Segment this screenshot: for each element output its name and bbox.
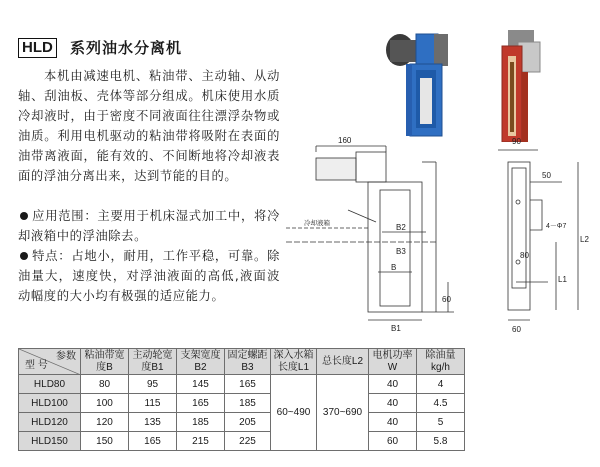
cell-l1-shared: 60~490 <box>271 375 317 451</box>
page-title: 系列油水分离机 <box>70 39 183 57</box>
cell-kg: 4 <box>417 375 465 394</box>
cell-b: 120 <box>81 413 129 432</box>
cell-b1: 165 <box>129 432 177 451</box>
cell-w: 60 <box>369 432 417 451</box>
dim-front-60: 60 <box>442 295 451 304</box>
cell-model: HLD120 <box>19 413 81 432</box>
cell-kg: 5.8 <box>417 432 465 451</box>
front-view-frame <box>368 182 422 312</box>
cell-b1: 95 <box>129 375 177 394</box>
header-drive-wheel: 主动轮宽度B1 <box>129 349 177 375</box>
header-bracket-width: 支架宽度B2 <box>177 349 225 375</box>
header-total-length: 总长度L2 <box>317 349 369 375</box>
bullet-icon <box>20 252 28 260</box>
dim-l2: L2 <box>580 235 589 244</box>
dim-side-50: 50 <box>542 171 551 180</box>
header-belt-width: 粘油带宽度B <box>81 349 129 375</box>
cell-model: HLD100 <box>19 394 81 413</box>
table-row <box>19 432 465 451</box>
table-row <box>19 413 465 432</box>
cell-b2: 185 <box>177 413 225 432</box>
table-header-row <box>19 349 465 375</box>
dim-l1: L1 <box>558 275 567 284</box>
cell-model: HLD80 <box>19 375 81 394</box>
red-separator-machine <box>502 30 540 142</box>
description-paragraph: 本机由减速电机、粘油带、主动轴、从动轴、刮油板、壳体等部分组成。机床使用水质冷却液时，由于密度不同液面往往漂浮杂物或油质。利用电机驱动的粘油带将吸附在表面的油带离液面，能有效的、不间断地将冷却液表面的浮油分离出来，达到节能的目的。 <box>18 69 280 183</box>
cell-b1: 115 <box>129 394 177 413</box>
cell-b2: 165 <box>177 394 225 413</box>
features-text: 占地小，耐用，工作平稳，可靠。除油量大，速度快，对浮油液面的高低,液面波动幅度的大小均有极强的适应能力。 <box>18 249 280 303</box>
cell-w: 40 <box>369 413 417 432</box>
dim-side-80: 80 <box>520 251 529 260</box>
dim-side-60: 60 <box>512 325 521 334</box>
cell-w: 40 <box>369 394 417 413</box>
cell-l2-shared: 370~690 <box>317 375 369 451</box>
red-separator-photo <box>488 22 568 142</box>
cell-b2: 145 <box>177 375 225 394</box>
technical-drawing <box>286 132 590 344</box>
header-motor-power: 电机功率W <box>369 349 417 375</box>
header-depth: 深入水箱长度L1 <box>271 349 317 375</box>
cell-model: HLD150 <box>19 432 81 451</box>
bullet-icon <box>20 212 28 220</box>
cell-b3: 165 <box>225 375 271 394</box>
blue-separator-photo <box>370 20 480 138</box>
spec-table <box>18 348 465 451</box>
table-row <box>19 375 465 394</box>
header-fix-pitch: 固定螺距B3 <box>225 349 271 375</box>
cell-b3: 185 <box>225 394 271 413</box>
header-oil-removal: 除油量kg/h <box>417 349 465 375</box>
corner-model: 型 号 <box>25 360 48 371</box>
features-paragraph <box>18 246 280 306</box>
blue-separator-machine <box>386 34 448 136</box>
table-row <box>19 394 465 413</box>
features-label: 特点： <box>32 249 72 263</box>
cell-b: 100 <box>81 394 129 413</box>
title-code: HLD <box>18 38 57 58</box>
dim-b2: B2 <box>396 223 406 232</box>
dim-holes: 4－Φ7 <box>546 223 567 230</box>
application-text: 主要用于机床湿式加工中，将冷却液箱中的浮油除去。 <box>18 209 280 243</box>
dim-b1: B1 <box>391 324 401 333</box>
cell-b1: 135 <box>129 413 177 432</box>
cell-kg: 5 <box>417 413 465 432</box>
dim-front-top: 160 <box>338 136 352 145</box>
cell-kg: 4.5 <box>417 394 465 413</box>
dim-side-top: 90 <box>512 137 521 146</box>
application-paragraph <box>18 206 280 246</box>
application-label: 应用范围： <box>32 209 98 223</box>
cell-b3: 225 <box>225 432 271 451</box>
header-corner <box>19 349 81 375</box>
cell-b: 80 <box>81 375 129 394</box>
cell-b: 150 <box>81 432 129 451</box>
corner-param: 参数 <box>56 351 76 362</box>
dim-b: B <box>391 263 397 272</box>
motor-outline <box>316 158 356 180</box>
dim-b3: B3 <box>396 247 406 256</box>
cell-b2: 215 <box>177 432 225 451</box>
cell-b3: 205 <box>225 413 271 432</box>
cell-w: 40 <box>369 375 417 394</box>
label-coolant-tank: 冷却液箱 <box>304 220 330 227</box>
